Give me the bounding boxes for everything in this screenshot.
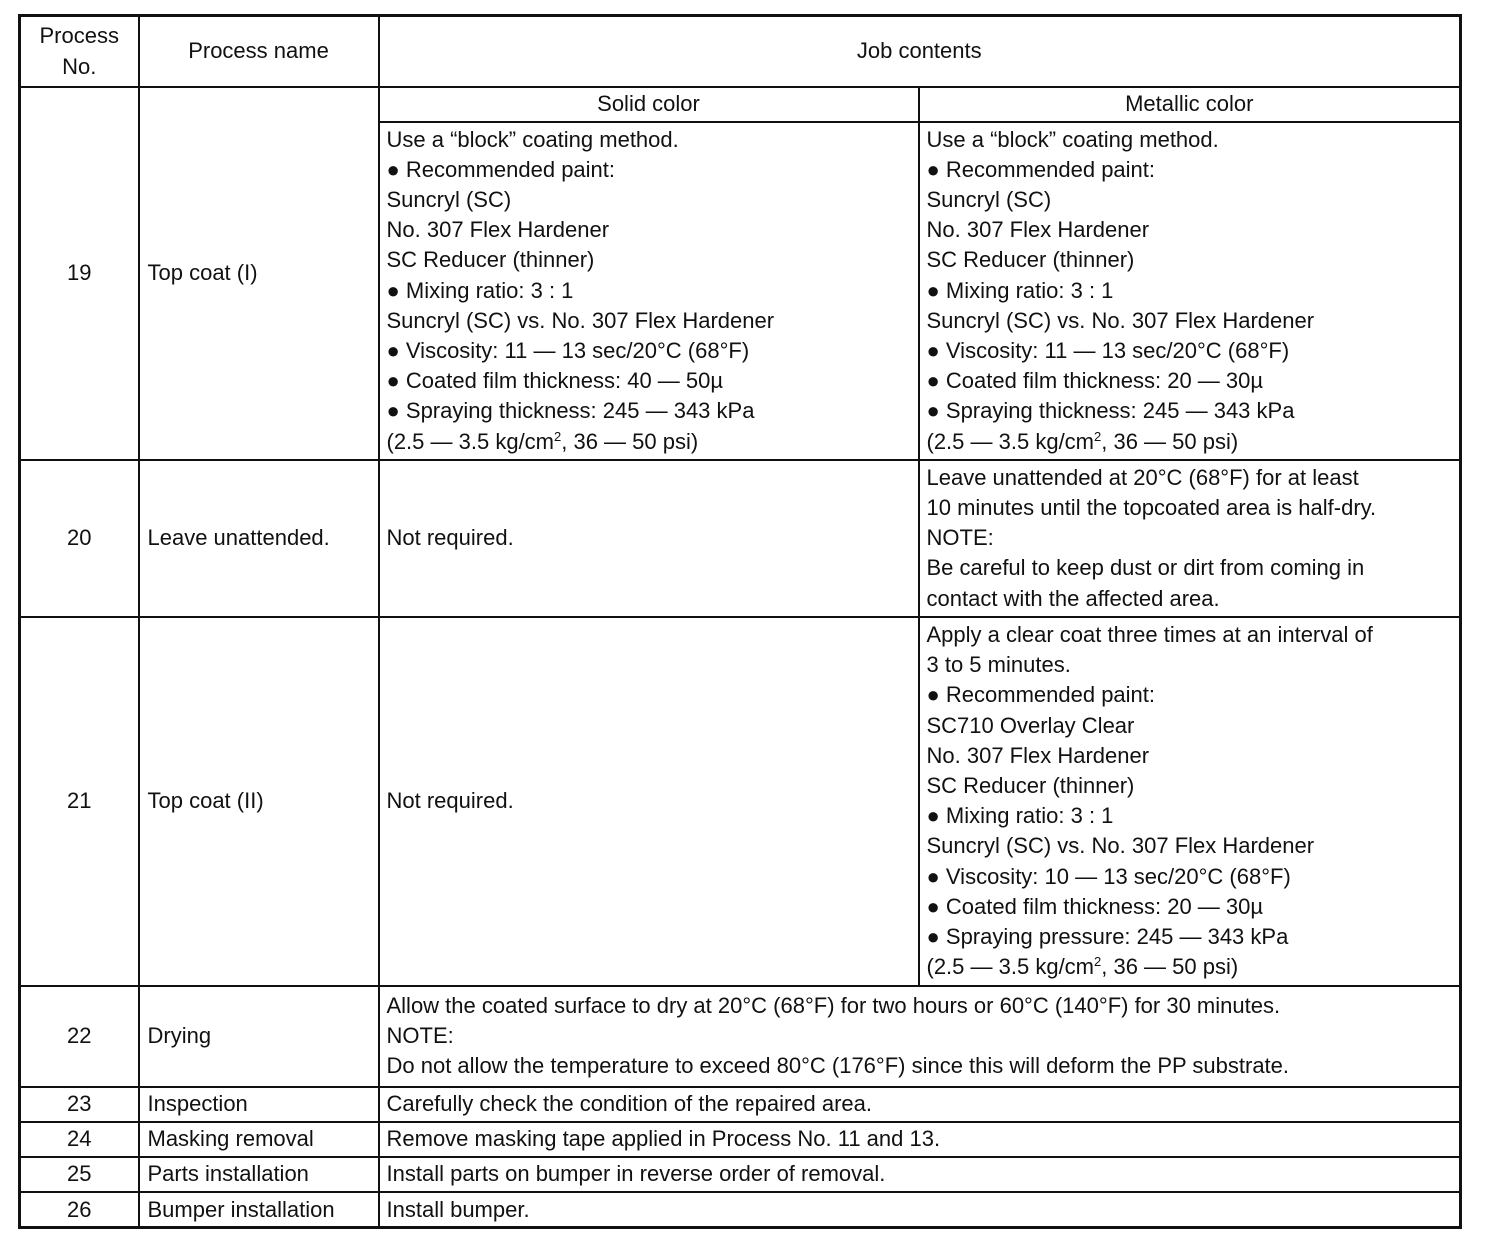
table-row [20, 1087, 1461, 1122]
content-line: SC Reducer (thinner) [926, 247, 1135, 273]
content-line: ● Mixing ratio: 3 : 1 [386, 277, 574, 303]
content-line: Suncryl (SC) [386, 186, 512, 212]
content-line: ● Recommended paint: [386, 156, 616, 182]
content-line: Suncryl (SC) vs. No. 307 Flex Hardener [926, 307, 1315, 333]
process-name-cell: Inspection [139, 1087, 379, 1122]
content-line: No. 307 Flex Hardener [926, 217, 1150, 243]
job-contents-cell [379, 986, 1461, 1087]
process-name-cell: Bumper installation [139, 1192, 379, 1228]
content-line: ● Spraying thickness: 245 — 343 kPa [386, 398, 755, 424]
subheader-metallic-color: Metallic color [919, 87, 1461, 122]
process-name-cell: Top coat (II) [139, 617, 379, 986]
content-line: ● Spraying pressure: 245 — 343 kPa [926, 924, 1289, 950]
content-line: ● Viscosity: 11 — 13 sec/20°C (68°F) [386, 337, 750, 363]
table-row [20, 1192, 1461, 1228]
table-row [20, 986, 1461, 1087]
process-name-cell: Parts installation [139, 1157, 379, 1192]
content-line: 10 minutes until the topcoated area is half-dry. [926, 494, 1377, 520]
content-line: No. 307 Flex Hardener [926, 742, 1150, 768]
job-contents-cell: Install bumper. [379, 1192, 1461, 1228]
content-line: Use a “block” coating method. [386, 126, 679, 152]
process-no-cell: 19 [20, 87, 139, 460]
table-row [20, 460, 1461, 617]
superscript-2: 2 [1094, 428, 1102, 444]
content-line: NOTE: [926, 525, 994, 551]
table-row [20, 617, 1461, 986]
process-no-cell: 20 [20, 460, 139, 617]
solid-color-content [379, 122, 919, 460]
content-line: contact with the affected area. [926, 585, 1220, 611]
metallic-color-content [919, 617, 1461, 986]
superscript-2: 2 [1094, 954, 1102, 970]
content-line: Use a “block” coating method. [926, 126, 1219, 152]
table-row [20, 1122, 1461, 1157]
metallic-color-content [919, 460, 1461, 617]
content-line: SC Reducer (thinner) [386, 247, 595, 273]
superscript-2: 2 [554, 428, 562, 444]
header-process-name: Process name [139, 16, 379, 87]
content-line: ● Coated film thickness: 20 — 30µ [926, 368, 1264, 394]
process-no-cell: 23 [20, 1087, 139, 1122]
solid-color-content: Not required. [379, 460, 919, 617]
content-line: ● Recommended paint: [926, 682, 1156, 708]
content-line: ● Recommended paint: [926, 156, 1156, 182]
content-line: Be careful to keep dust or dirt from coming in [926, 555, 1365, 581]
content-line: (2.5 — 3.5 $kg/cm^2$, 36 — 50 psi) [926, 954, 1239, 980]
process-no-cell: 22 [20, 986, 139, 1087]
process-no-cell: 25 [20, 1157, 139, 1192]
process-no-cell: 26 [20, 1192, 139, 1228]
content-line: SC Reducer (thinner) [926, 773, 1135, 799]
process-name-cell: Drying [139, 986, 379, 1087]
content-line: ● Coated film thickness: 40 — 50µ [386, 368, 724, 394]
process-name-cell: Top coat (I) [139, 87, 379, 460]
subheader-solid-color: Solid color [379, 87, 919, 122]
content-line: Allow the coated surface to dry at 20°C (68°F) for two hours or 60°C (140°F) for 30 minutes. [386, 992, 1281, 1018]
solid-color-content: Not required. [379, 617, 919, 986]
content-line: SC710 Overlay Clear [926, 712, 1135, 738]
content-line: Apply a clear coat three times at an interval of [926, 622, 1373, 648]
header-process-no-line2: No. [62, 54, 97, 80]
metallic-color-content [919, 122, 1461, 460]
table-row [20, 87, 1461, 122]
content-line: ● Coated film thickness: 20 — 30µ [926, 893, 1264, 919]
process-name-cell: Leave unattended. [139, 460, 379, 617]
content-line: ● Viscosity: 11 — 13 sec/20°C (68°F) [926, 337, 1290, 363]
content-line: ● Mixing ratio: 3 : 1 [926, 803, 1114, 829]
header-row [20, 16, 1461, 87]
process-no-cell: 24 [20, 1122, 139, 1157]
content-line: NOTE: [386, 1023, 454, 1049]
process-name-cell: Masking removal [139, 1122, 379, 1157]
table-row [20, 1157, 1461, 1192]
process-no-cell: 21 [20, 617, 139, 986]
content-line: Do not allow the temperature to exceed 80°C (176°F) since this will deform the PP substrate. [386, 1053, 1290, 1079]
content-line: ● Mixing ratio: 3 : 1 [926, 277, 1114, 303]
content-line: ● Spraying thickness: 245 — 343 kPa [926, 398, 1295, 424]
job-contents-cell: Remove masking tape applied in Process No. 11 and 13. [379, 1122, 1461, 1157]
content-line: (2.5 — 3.5 $kg/cm^2$, 36 — 50 psi) [386, 428, 699, 454]
content-line: (2.5 — 3.5 $kg/cm^2$, 36 — 50 psi) [926, 428, 1239, 454]
content-line: Leave unattended at 20°C (68°F) for at least [926, 464, 1359, 490]
header-job-contents: Job contents [379, 16, 1461, 87]
content-line: ● Viscosity: 10 — 13 sec/20°C (68°F) [926, 863, 1291, 889]
content-line: No. 307 Flex Hardener [386, 217, 610, 243]
content-line: Suncryl (SC) [926, 186, 1052, 212]
header-process-no-line1: Process [39, 23, 119, 49]
content-line: 3 to 5 minutes. [926, 652, 1071, 678]
job-contents-cell: Install parts on bumper in reverse order of removal. [379, 1157, 1461, 1192]
content-line: Suncryl (SC) vs. No. 307 Flex Hardener [926, 833, 1315, 859]
process-table [18, 14, 1462, 1229]
content-line: Suncryl (SC) vs. No. 307 Flex Hardener [386, 307, 775, 333]
job-contents-cell: Carefully check the condition of the repaired area. [379, 1087, 1461, 1122]
header-process-no [20, 16, 139, 87]
